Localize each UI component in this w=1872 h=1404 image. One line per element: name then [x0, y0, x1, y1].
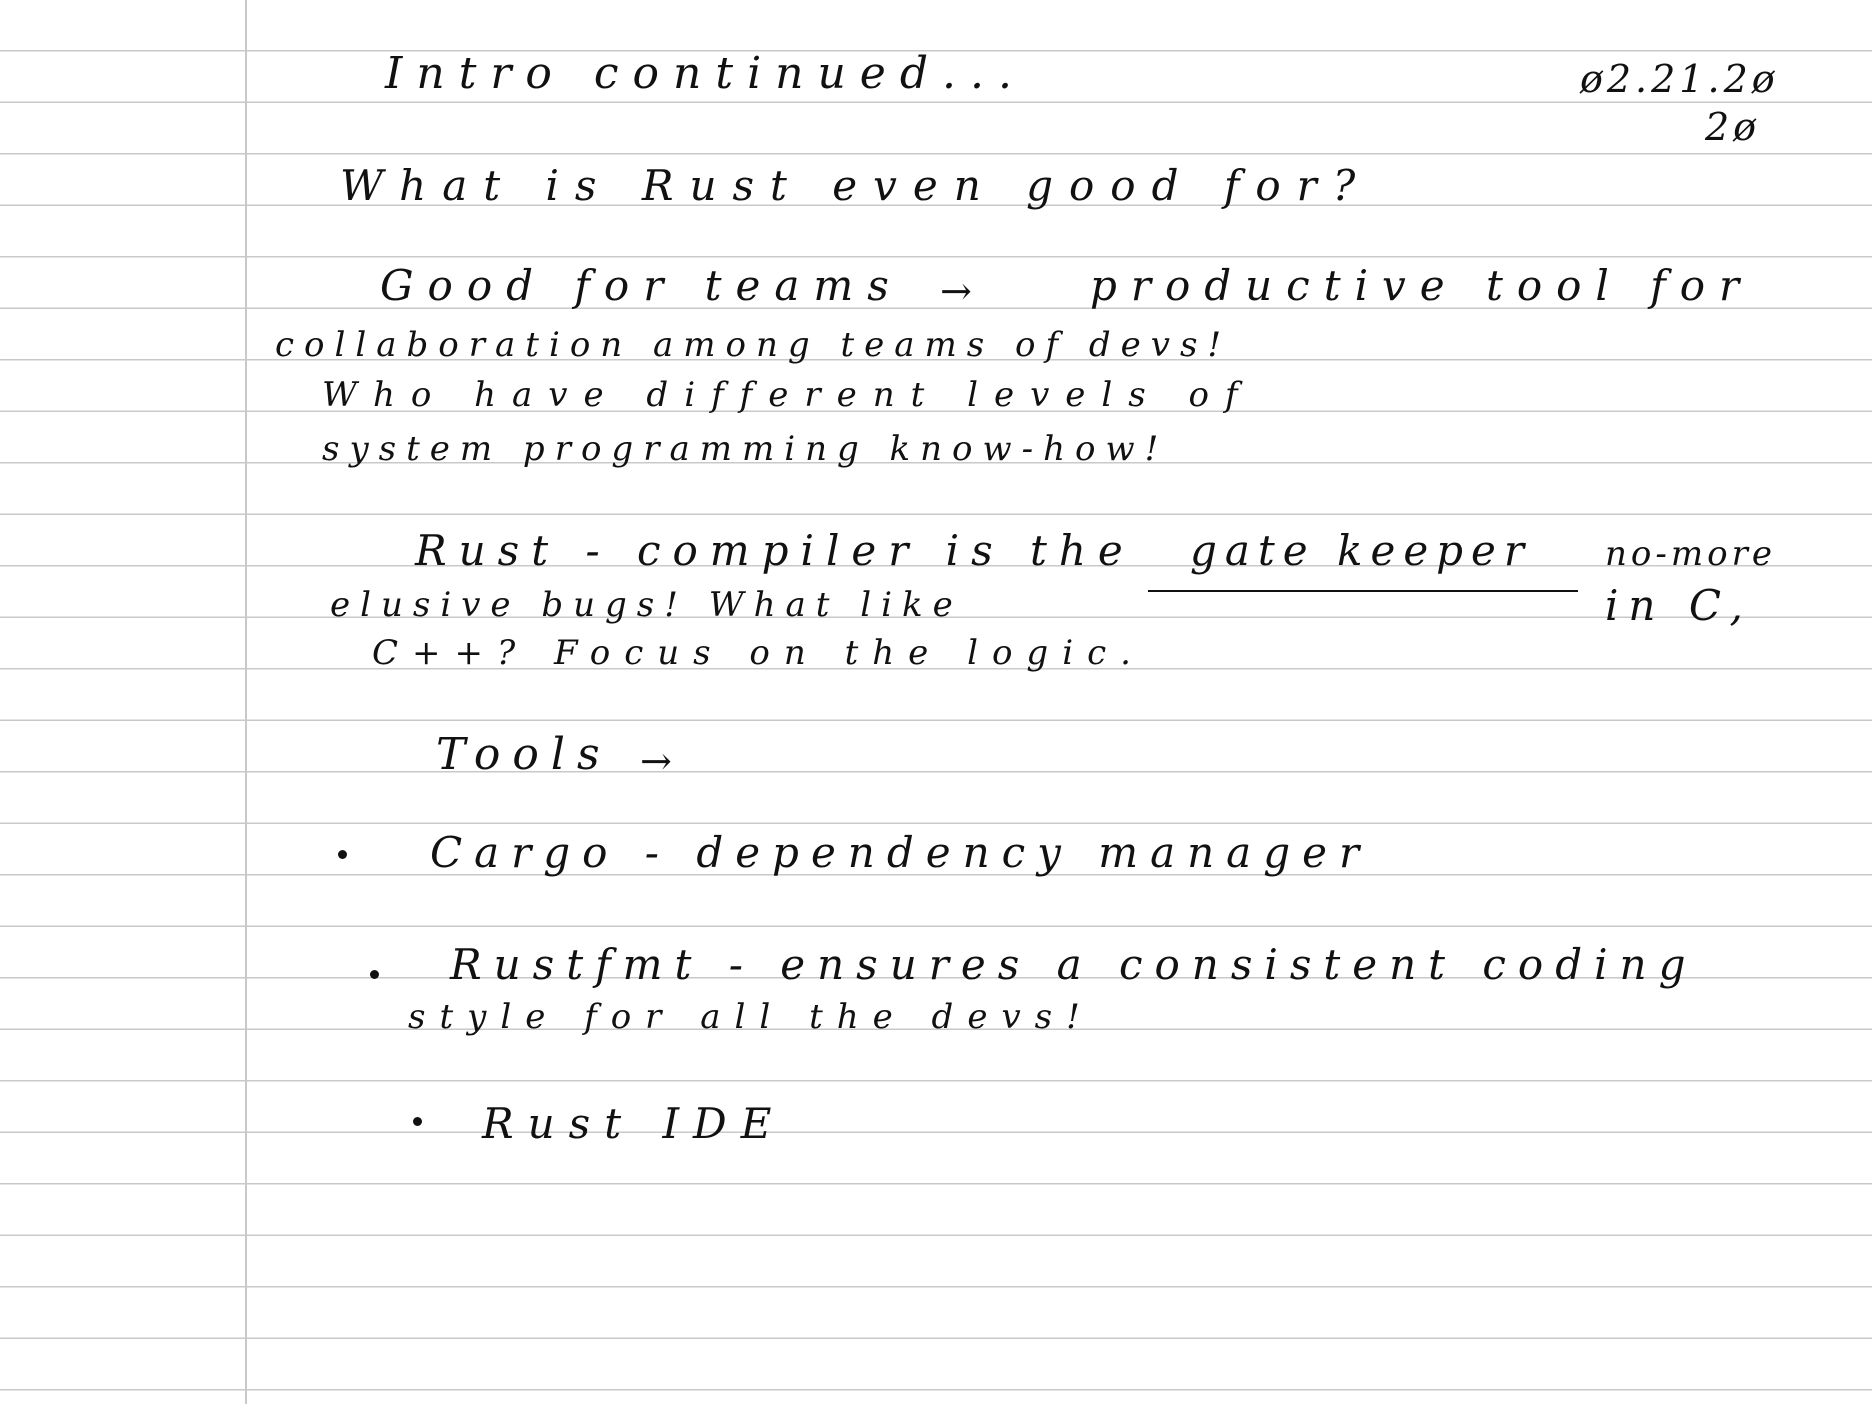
- para1-line2: collaboration among teams of devs!: [275, 325, 1232, 365]
- date-line-1: ø2.21.2ø: [1580, 57, 1779, 101]
- tools-heading: Tools: [436, 729, 612, 780]
- tool-item-rust-ide: Rust IDE: [482, 1099, 786, 1148]
- para2-no-more: no-more: [1605, 534, 1776, 574]
- para1-line1-end: productive tool for: [1090, 261, 1754, 310]
- bullet-dot-icon: [370, 970, 379, 979]
- para1-line3: Who have different levels of: [322, 375, 1254, 415]
- para1-line4: system programming know-how!: [322, 429, 1169, 469]
- page-title: Intro continued...: [385, 48, 1026, 99]
- para2-line2-start: elusive bugs! What like: [330, 585, 963, 625]
- para2-gatekeeper: gate keeper: [1190, 526, 1532, 575]
- para2-line3: C++? Focus on the logic.: [372, 633, 1145, 673]
- bullet-dot-icon: [413, 1117, 422, 1126]
- para1-line1-start: Good for teams: [380, 261, 903, 310]
- margin-line: [245, 0, 247, 1404]
- tool-item-cargo: Cargo - dependency manager: [430, 828, 1372, 877]
- tool-item-rustfmt: Rustfmt - ensures a consistent coding: [450, 940, 1698, 989]
- bullet-dot-icon: [338, 850, 347, 859]
- tool-item-rustfmt-continuation: style for all the devs!: [408, 997, 1094, 1037]
- date-line-2: 2ø: [1705, 105, 1761, 149]
- arrow-right-icon: →: [940, 269, 972, 313]
- para2-in-c: in C,: [1605, 581, 1753, 630]
- gatekeeper-underline: [1148, 590, 1578, 592]
- question-heading: What is Rust even good for?: [340, 161, 1372, 210]
- tools-arrow-icon: →: [640, 739, 672, 783]
- para2-line1-start: Rust - compiler is the: [415, 526, 1135, 575]
